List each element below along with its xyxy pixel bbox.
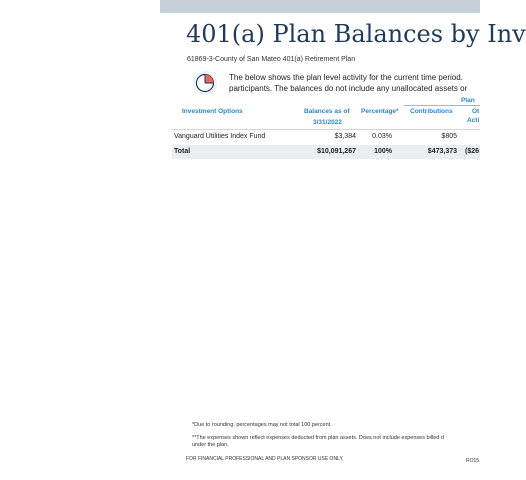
- top-bar: [160, 0, 480, 13]
- total-balance: $10,091,267: [317, 148, 356, 155]
- footnote-expenses-line1: **The expenses shown reflect expenses deducted from plan assets. Does not include expenses billed d: [192, 435, 444, 441]
- header-balances-line1: Balances as of: [304, 108, 350, 115]
- plan-subtitle: 61869-3-County of San Mateo 401(a) Retirement Plan: [187, 56, 356, 63]
- footnote-expenses-line2: under the plan.: [192, 442, 229, 448]
- table-row: [172, 129, 480, 144]
- total-label: Total: [174, 148, 191, 155]
- description: [229, 72, 467, 94]
- description-line-2: participants. The balances do not include any unallocated assets or: [229, 84, 468, 93]
- description-line-1: The below shows the plan level activity for the current time period.: [229, 73, 463, 82]
- header-contributions: Contributions: [410, 108, 453, 115]
- left-margin: [0, 0, 160, 480]
- header-investment-options: Investment Options: [182, 108, 243, 115]
- total-other: ($26: [465, 148, 480, 155]
- total-row: [172, 145, 480, 159]
- total-percentage: 100%: [374, 148, 392, 155]
- fund-balance: $3,384: [334, 133, 356, 140]
- header-other-line2: Acti: [467, 117, 480, 124]
- footnote-rounding: *Due to rounding, percentages may not total 100 percent.: [192, 422, 332, 428]
- page-title: 401(a) Plan Balances by Inv: [186, 20, 526, 48]
- fund-name: Vanguard Utilities Index Fund: [174, 133, 266, 140]
- disclaimer: FOR FINANCIAL PROFESSIONAL AND PLAN SPONSOR USE ONLY.: [186, 456, 344, 462]
- fund-contributions: $805: [441, 133, 457, 140]
- header-percentage: Percentage*: [361, 108, 399, 115]
- fund-percentage: 0.03%: [372, 133, 392, 140]
- document-page: [160, 0, 526, 480]
- pie-chart-icon: [192, 70, 218, 96]
- group-header-rule: [404, 105, 480, 106]
- document-code: RO15: [466, 458, 480, 464]
- group-header-plan: Plan: [461, 97, 475, 104]
- header-balances-line2: 3/31/2022: [313, 119, 342, 126]
- total-contributions: $473,373: [427, 148, 457, 155]
- header-other-line1: Ot: [472, 108, 480, 115]
